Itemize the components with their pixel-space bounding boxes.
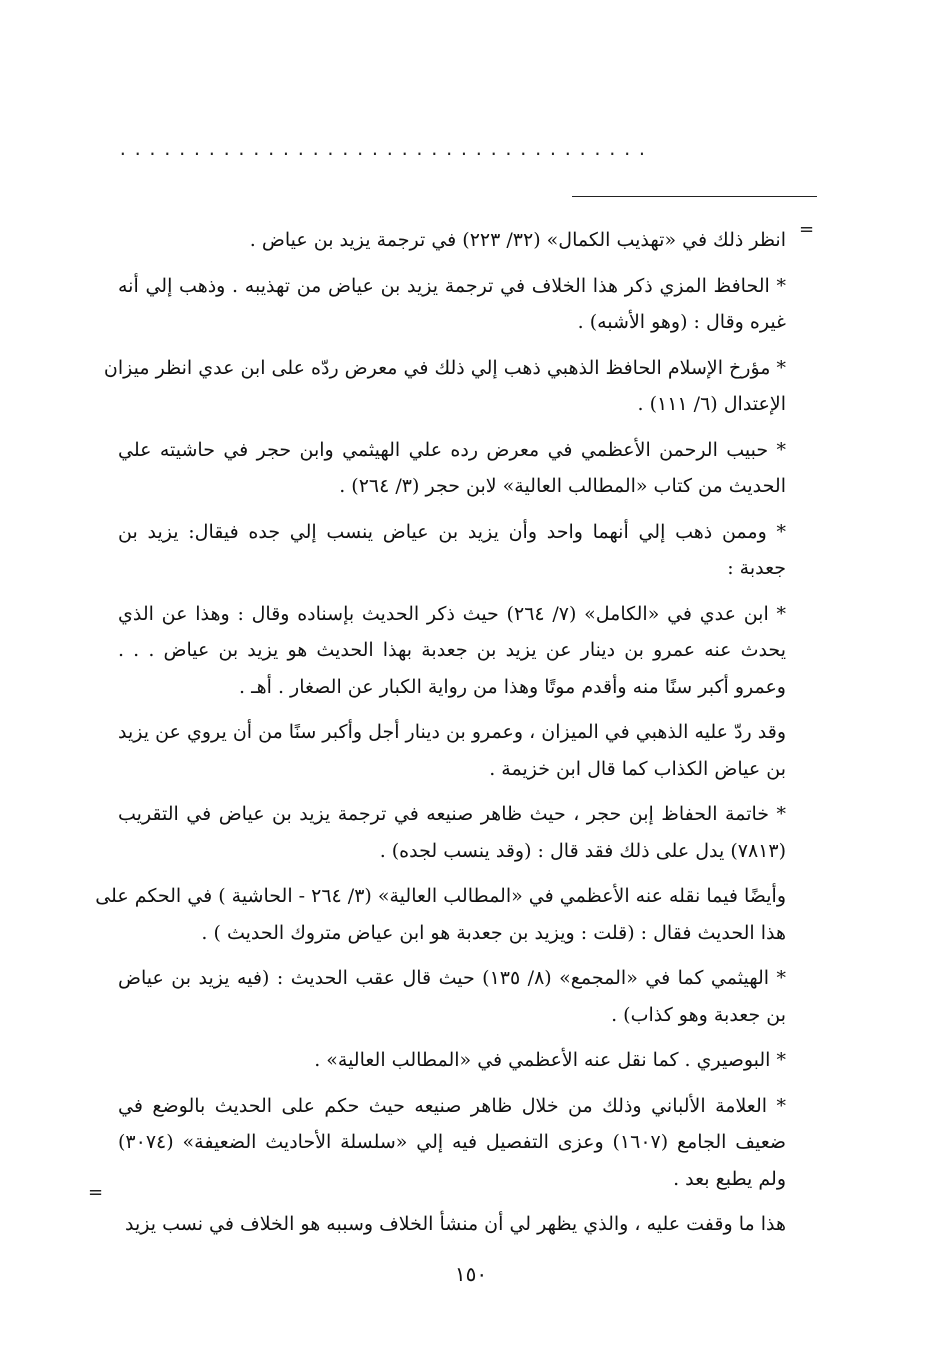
paragraph-gap	[118, 587, 786, 596]
text-line: (٧٨١٣) يدل على ذلك فقد قال : (وقد ينسب لجده) .	[379, 839, 786, 862]
text-line: بن جعدبة وهو كذاب) .	[611, 1003, 786, 1026]
text-line: * الهيثمي كما في «المجمع» (٨/ ١٣٥) حيث قال عقب الحديث : (فيه يزيد بن عياض	[118, 967, 786, 989]
text-line: الإعتدال (٦/ ١١١) .	[637, 393, 786, 415]
text-line: * حبيب الرحمن الأعظمي في معرض رده علي الهيثمي وابن حجر في حاشيته علي	[118, 438, 786, 461]
footnote-paragraph	[118, 1042, 786, 1079]
paragraph-gap	[118, 341, 786, 350]
text-line: وأيضًا فيما نقله عنه الأعظمي في «المطالب العالية» (٣/ ٢٦٤ - الحاشية ) في الحكم على	[95, 885, 786, 907]
paragraph-gap	[118, 1033, 786, 1042]
footnote-paragraph	[118, 960, 786, 1033]
footnote-rule	[572, 196, 817, 197]
paragraph-gap	[118, 787, 786, 796]
footnote-paragraph	[118, 796, 786, 869]
footnote-paragraph	[118, 432, 786, 505]
paragraph-gap	[118, 705, 786, 714]
footnote-paragraph	[118, 222, 786, 259]
text-line: غيره وقال : (وهو الأشبه) .	[577, 311, 786, 333]
footnote-paragraph	[95, 878, 786, 951]
text-line: وقد ردّ عليه الذهبي في الميزان ، وعمرو بن دينار أجل وأكبر سنًا من أن يروي عن يزيد	[118, 721, 786, 743]
text-line: انظر ذلك في «تهذيب الكمال» (٣٢/ ٢٢٣) في ترجمة يزيد بن عياض .	[249, 229, 786, 251]
page-number: ١٥٠	[454, 1262, 488, 1286]
text-line: وعمرو أكبر سنًا منه وأقدم موتًا وهذا من رواية الكبار عن الصغار . أهـ .	[238, 675, 786, 698]
footnote-paragraph	[118, 268, 786, 341]
text-line: بن عياض الكذاب كما قال ابن خزيمة .	[489, 757, 786, 780]
paragraph-gap	[118, 1079, 786, 1088]
text-line: يحدث عنه عمرو بن دينار عن يزيد بن جعدبة بهذا الحديث هو يزيد بن عياض . . .	[118, 639, 786, 661]
text-line: * العلامة الألباني وذلك من خلال ظاهر صنيعه حيث حكم على الحديث بالوضع في	[118, 1094, 786, 1117]
text-line: ضعيف الجامع (١٦٠٧) وعزى التفصيل فيه إلي «سلسلة الأحاديث الضعيفة» (٣٠٧٤)	[118, 1131, 786, 1153]
continuation-mark-bottom: =	[88, 1182, 104, 1203]
paragraph-gap	[118, 951, 786, 960]
footnote-paragraph	[118, 1088, 786, 1198]
text-line: * خاتمة الحفاظ إبن حجر ، حيث ظاهر صنيعه في ترجمة يزيد بن عياض في التقريب	[118, 803, 786, 825]
text-line: ولم يطبع بعد .	[673, 1167, 786, 1190]
paragraph-gap	[118, 505, 786, 514]
text-line: * وممن ذهب إلي أنهما واحد وأن يزيد بن عياض ينسب إلي جده فيقال: يزيد بن	[118, 520, 786, 543]
footnote-paragraph	[118, 596, 786, 706]
text-line: * البوصيري . كما نقل عنه الأعظمي في «المطالب العالية» .	[314, 1049, 786, 1071]
footnote-paragraph	[118, 1206, 786, 1243]
paragraph-gap	[118, 1197, 786, 1206]
footnote-body	[95, 222, 787, 1243]
paragraph-gap	[118, 423, 786, 432]
footnote-paragraph	[118, 514, 786, 587]
text-line: هذا ما وقفت عليه ، والذي يظهر لي أن منشأ الخلاف وسببه هو الخلاف في نسب يزيد	[125, 1213, 786, 1235]
paragraph-gap	[118, 259, 786, 268]
footnote-paragraph	[118, 714, 786, 787]
ornamental-dotted-separator: ....................................	[118, 140, 652, 159]
continuation-mark-top: =	[799, 219, 815, 240]
paragraph-gap	[118, 869, 786, 878]
text-line: * ابن عدي في «الكامل» (٧/ ٢٦٤) حيث ذكر الحديث بإسناده وقال : وهذا عن الذي	[118, 602, 787, 625]
text-line: * الحافظ المزي ذكر هذا الخلاف في ترجمة يزيد بن عياض من تهذيبه . وذهب إلي أنه	[118, 274, 786, 297]
text-line: هذا الحديث فقال : (قلت : ويزيد بن جعدبة هو ابن عياض متروك الحديث ) .	[201, 921, 786, 944]
text-line: جعدبة :	[727, 557, 786, 579]
footnote-paragraph	[103, 350, 786, 423]
text-line: * مؤرخ الإسلام الحافظ الذهبي ذهب إلي ذلك في معرض ردّه على ابن عدي انظر ميزان	[103, 356, 786, 379]
text-line: الحديث من كتاب «المطالب العالية» لابن حجر (٣/ ٢٦٤) .	[339, 475, 786, 497]
